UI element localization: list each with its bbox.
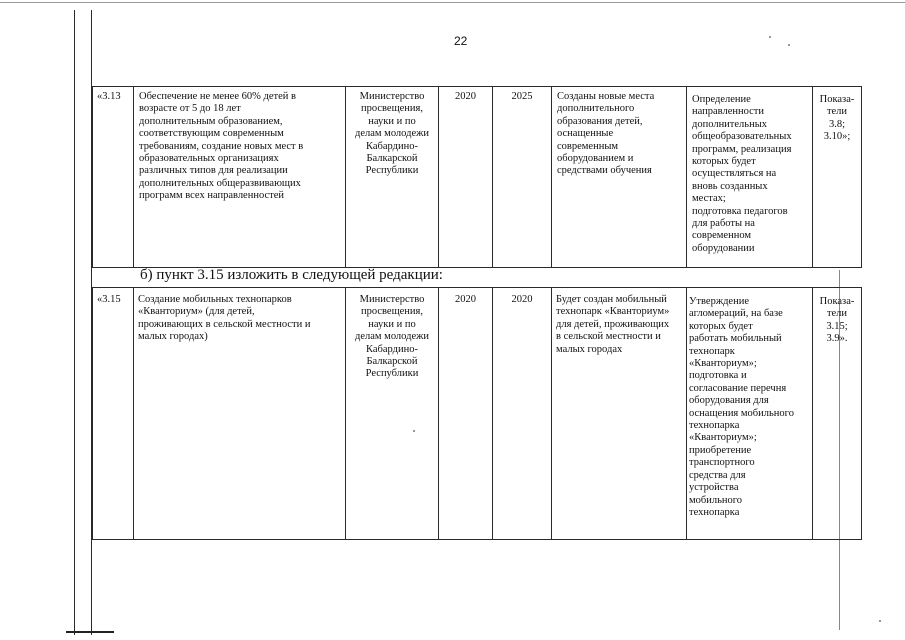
- scan-speck: [788, 44, 790, 46]
- end-year: 2025: [511, 91, 533, 102]
- responsible-body: Министерство просвещения, науки и по делам молодежи Кабардино- Балкарской Республики: [355, 294, 429, 380]
- col-border: [686, 86, 687, 268]
- scan-speck: [413, 430, 415, 432]
- indicators: Показа- тели 3.15; 3.9».: [819, 296, 855, 345]
- col-border: [686, 287, 687, 540]
- col-border: [492, 287, 493, 540]
- col-border: [92, 287, 93, 540]
- expected-result: Созданы новые места дополнительного образования детей, оснащенные современным оборудованием и средствами обучения: [557, 91, 655, 177]
- indicators: Показа- тели 3.8; 3.10»;: [819, 94, 855, 143]
- start-year: 2020: [455, 294, 476, 305]
- col-border: [133, 86, 134, 268]
- col-border: [551, 86, 552, 268]
- table-border-top: [92, 86, 862, 87]
- col-border: [92, 86, 93, 268]
- col-border: [861, 86, 862, 268]
- col-border: [551, 287, 552, 540]
- section-subheading: б) пункт 3.15 изложить в следующей редакции:: [140, 267, 443, 283]
- activities: Определение направленности дополнительных общеобразовательных программ, реализация которых будет осуществляться на вновь созданных местах; подготовка педагогов для работы на современном оборудовании: [692, 94, 792, 254]
- col-border: [438, 287, 439, 540]
- measure-title: Обеспечение не менее 60% детей в возрасте от 5 до 18 лет дополнительным образованием, соответствующим современным требованиям, создание новых мест в образовательных организациях различных типов для реализации дополнительных общеразвивающих программ всех направленностей: [139, 91, 304, 202]
- bottom-rule: [66, 631, 114, 633]
- left-margin-line: [74, 10, 75, 635]
- responsible-body: Министерство просвещения, науки и по делам молодежи Кабардино- Балкарской Республики: [355, 91, 429, 177]
- row-number: «3.13: [97, 91, 121, 102]
- start-year: 2020: [455, 91, 476, 102]
- col-border: [438, 86, 439, 268]
- expected-result: Будет создан мобильный технопарк «Кванториум» для детей, проживающих в сельской местности и малых городах: [556, 294, 670, 355]
- top-scan-edge: [0, 2, 905, 3]
- col-border: [861, 287, 862, 540]
- measure-title: Создание мобильных технопарков «Кванториум» (для детей, проживающих в сельской местности и малых городах): [138, 294, 311, 343]
- end-year: 2020: [511, 294, 533, 305]
- scan-speck: [769, 36, 771, 38]
- table-border-top: [92, 287, 862, 288]
- row-number: «3.15: [97, 294, 121, 305]
- col-border: [133, 287, 134, 540]
- page-number: 22: [454, 34, 468, 48]
- scan-speck: [879, 620, 881, 622]
- activities: Утверждение агломераций, на базе которых будет работать мобильный технопарк «Кванториум»; подготовка и согласование перечня оборудования для оснащения мобильного технопарка «Кванториум»; приобретение транспортного средства для устройства мобильного технопарка: [689, 296, 794, 518]
- col-border: [492, 86, 493, 268]
- table-border-bottom: [92, 539, 862, 540]
